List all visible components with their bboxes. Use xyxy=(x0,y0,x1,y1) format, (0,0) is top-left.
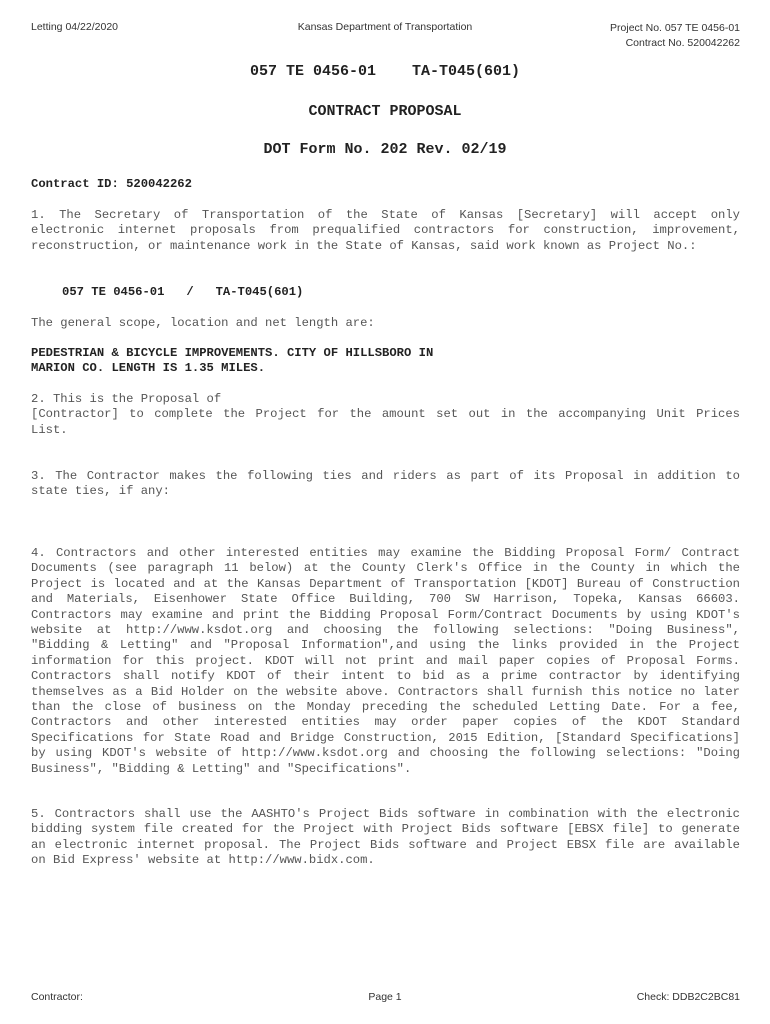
project-number: Project No. 057 TE 0456-01 xyxy=(610,22,740,34)
letting-date: Letting 04/22/2020 xyxy=(31,21,118,33)
proposal-title: CONTRACT PROPOSAL xyxy=(308,103,462,120)
contract-id: Contract ID: 520042262 xyxy=(31,177,192,191)
paragraph-4: 4. Contractors and other interested entities may examine the Bidding Proposal Form/ Contract Documents (see paragraph 11 below) at the County Clerk's Office in the County in which the Project is located and at the Kansas Department of Transportation [KDOT] Bureau of Construction and Materials, Eisenhower State Office Building, 700 SW Harrison, Topeka, Kansas 66603. Contractors may examine and print the Bidding Proposal Form/Contract Documents by using KDOT's website at http://www.ksdot.org and choosing the following selections: "Doing Business", "Bidding & Letting" and "Proposal Information",and using the links provided in the Project information for this project. KDOT will not print and mail paper copies of Proposal Forms. Contractors shall notify KDOT of their intent to bid as a prime contractor by identifying themselves as a Bid Holder on the website above. Contractors shall furnish this notice no later than the close of business on the Monday preceding the scheduled Letting Date. For a fee, Contractors and other interested entities may order paper copies of the KDOT Standard Specifications for State Road and Bridge Construction, 2015 Edition, [Standard Specifications] by using KDOT's website of http://www.ksdot.org and choosing the following selections: "Doing Business", "Bidding & Letting" and "Specifications". xyxy=(31,546,740,776)
contract-number: Contract No. 520042262 xyxy=(625,37,740,49)
paragraph-2-rest: [Contractor] to complete the Project for the amount set out in the accompanying Unit Prices List. xyxy=(31,407,740,437)
paragraph-1: 1. The Secretary of Transportation of the State of Kansas [Secretary] will accept only electronic internet proposals from prequalified contractors for construction, improvement, reconstruction, or maintenance work in the State of Kansas, said work known as Project No.: xyxy=(31,208,740,253)
scope-intro: The general scope, location and net length are: xyxy=(31,316,375,330)
agency-name: Kansas Department of Transportation xyxy=(297,21,473,33)
footer-page-number: Page 1 xyxy=(368,991,402,1003)
footer-check-code: Check: DDB2C2BC81 xyxy=(636,991,740,1003)
scope-description xyxy=(31,346,740,377)
paragraph-2-line-1: 2. This is the Proposal of xyxy=(31,392,222,406)
paragraph-5: 5. Contractors shall use the AASHTO's Project Bids software in combination with the electronic bidding system file created for the Project with Project Bids software [EBSX file] to generate an electronic internet proposal. The Project Bids software and Project EBSX file are available on Bid Express' website at http://www.bidx.com. xyxy=(31,807,740,868)
footer-contractor: Contractor: xyxy=(31,991,83,1003)
project-title: 057 TE 0456-01 TA-T045(601) xyxy=(249,63,521,80)
form-title: DOT Form No. 202 Rev. 02/19 xyxy=(263,141,507,158)
project-contract-numbers xyxy=(610,21,740,51)
scope-line-2: MARION CO. LENGTH IS 1.35 MILES. xyxy=(31,361,266,376)
paragraph-3: 3. The Contractor makes the following ties and riders as part of its Proposal in addition to state ties, if any: xyxy=(31,469,740,499)
project-numbers: 057 TE 0456-01 / TA-T045(601) xyxy=(62,285,304,299)
scope-line-1: PEDESTRIAN & BICYCLE IMPROVEMENTS. CITY OF HILLSBORO IN xyxy=(31,346,434,360)
paragraph-2 xyxy=(31,392,740,438)
